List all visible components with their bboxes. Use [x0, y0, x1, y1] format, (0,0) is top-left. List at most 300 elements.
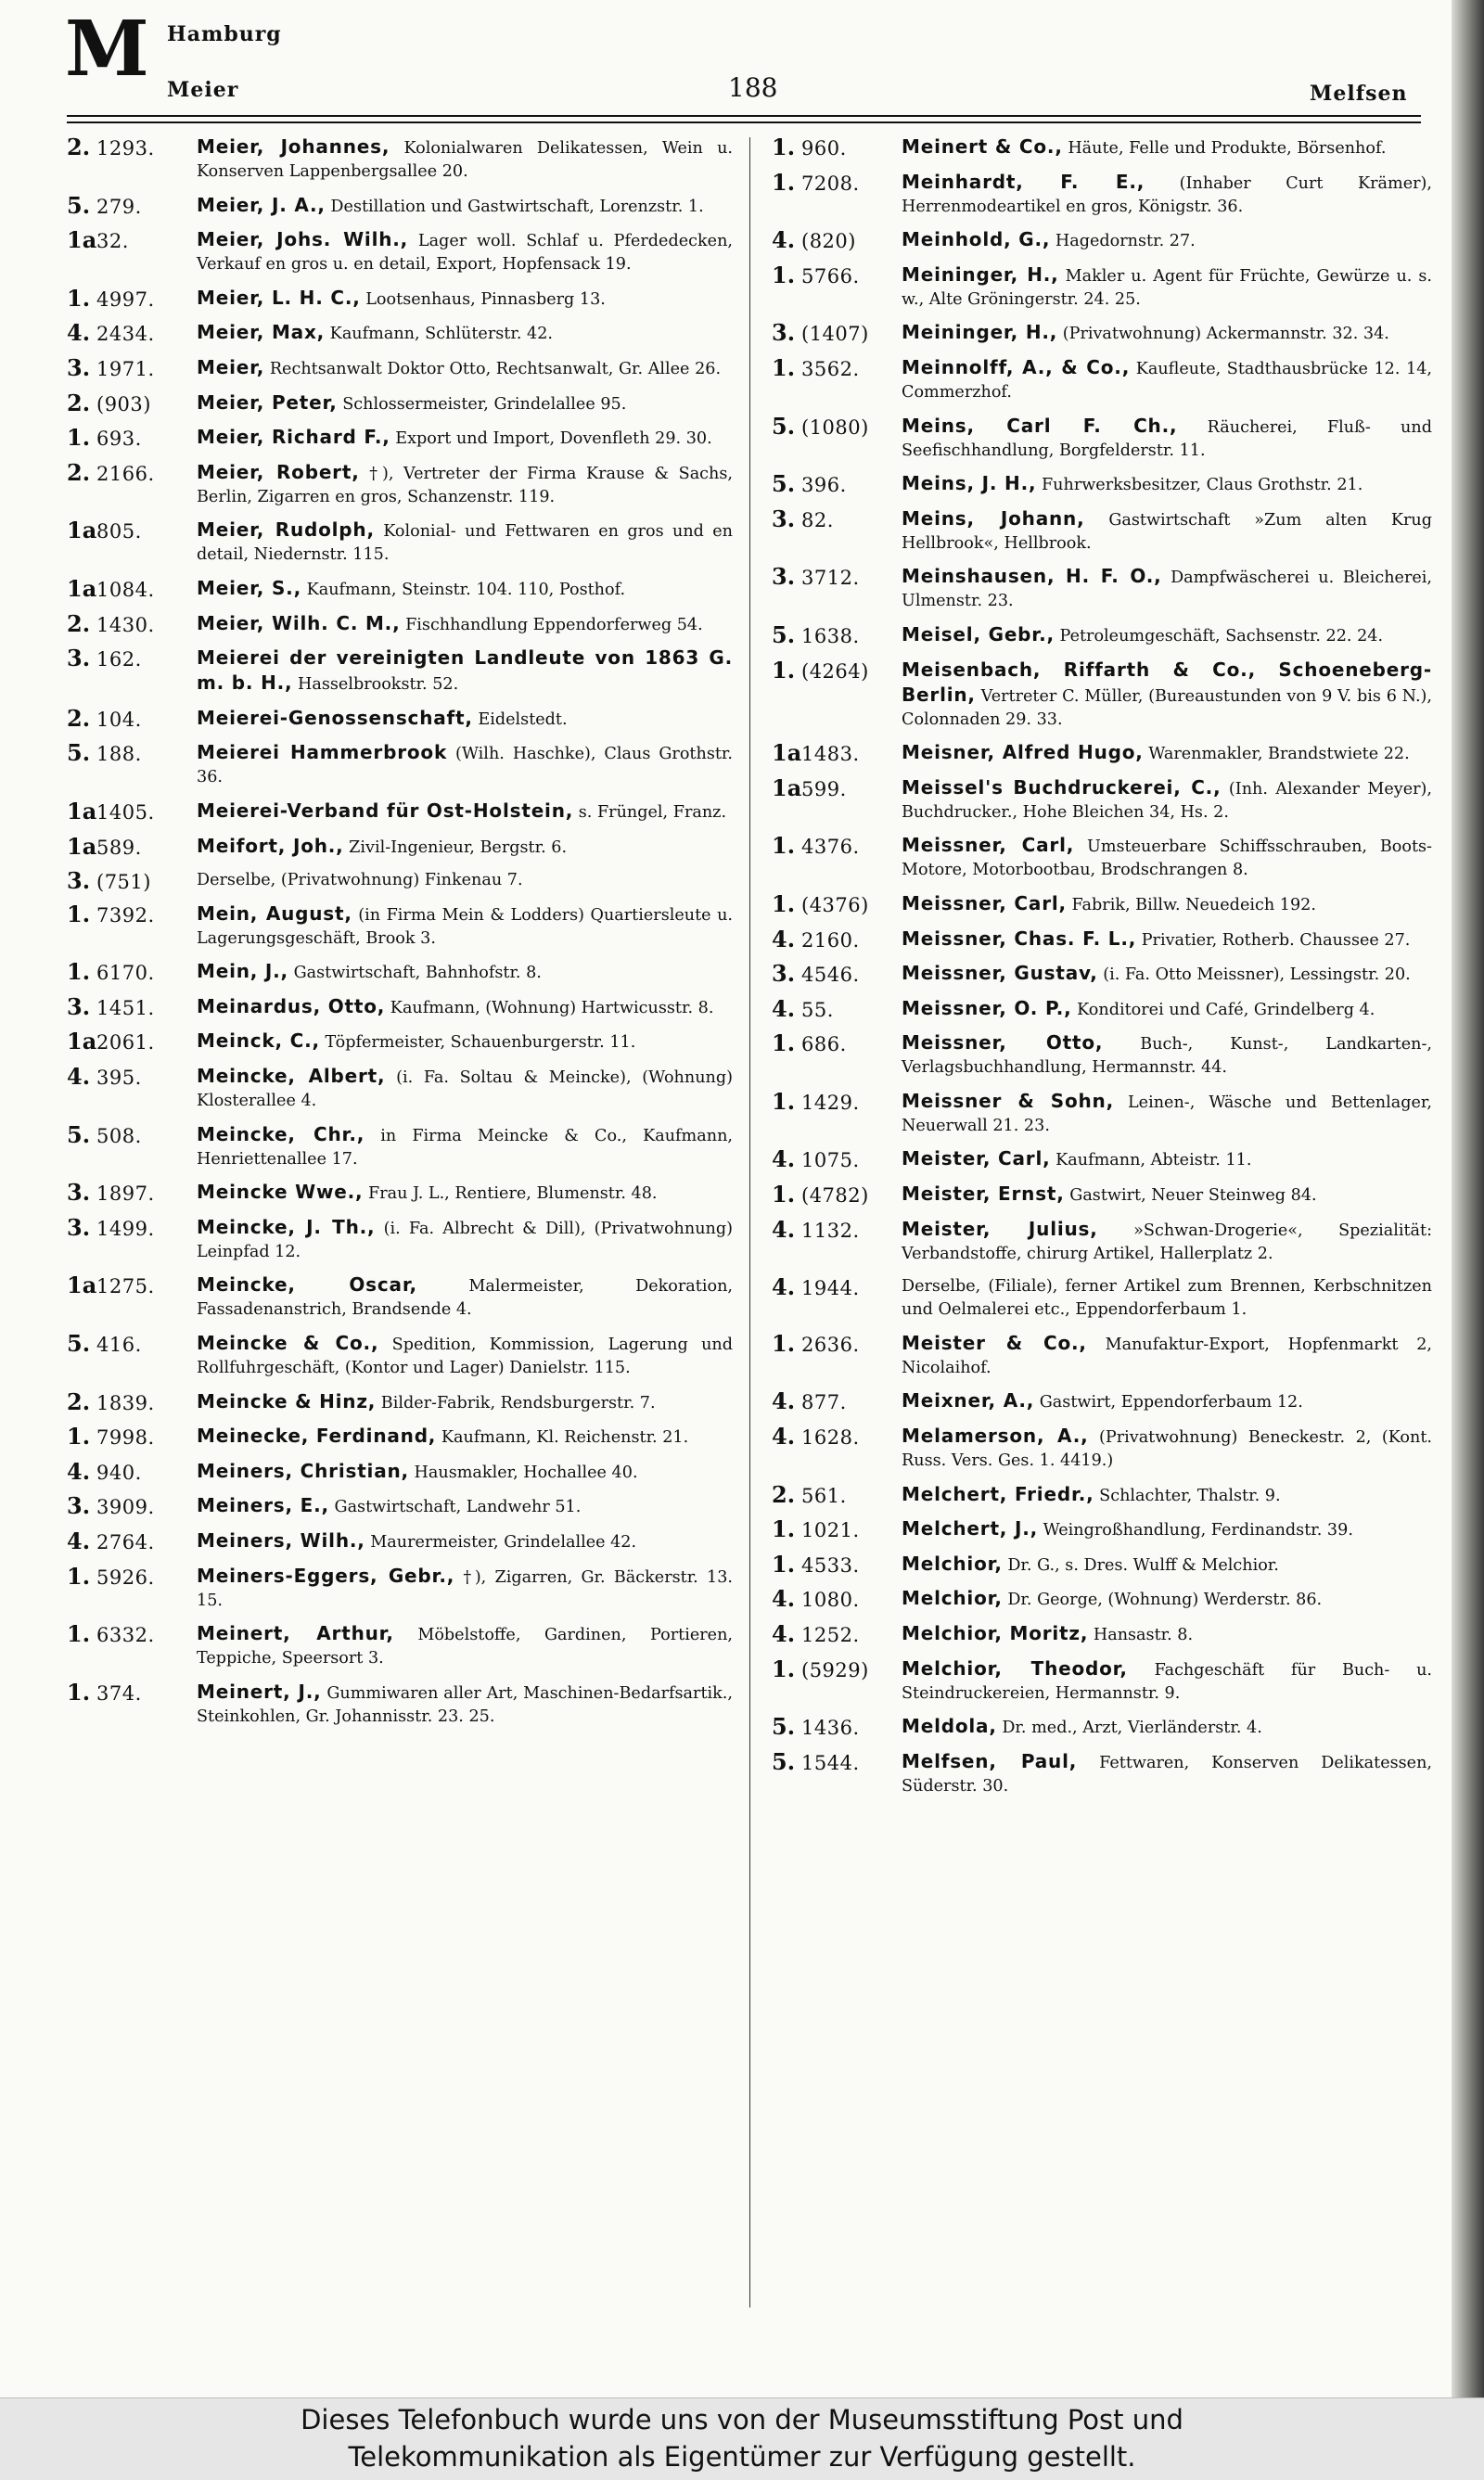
- phone-code: [772, 773, 898, 803]
- directory-entry: [67, 1387, 733, 1415]
- phone-code: [772, 1550, 898, 1579]
- entry-details: (i. Fa. Soltau & Meincke), (Wohnung) Klosterallee 4.: [197, 1068, 734, 1111]
- exchange-zone: 1.: [67, 900, 91, 927]
- exchange-zone: 2.: [67, 389, 91, 416]
- entry-details: Vertreter C. Müller, (Bureaustunden von 9 V. bis 6 N.), Colonnaden 29. 33.: [902, 686, 1433, 729]
- phone-number: 395.: [96, 1067, 142, 1090]
- directory-entry: [772, 263, 1432, 312]
- phone-number: 1628.: [801, 1426, 860, 1450]
- phone-code: [67, 353, 193, 383]
- entry-details: Petroleumgeschäft, Sachsenstr. 22. 24.: [1059, 626, 1384, 646]
- entry-name: Meier, Johannes,: [197, 135, 390, 158]
- entry-name: Meisenbach, Riffarth & Co., Schoeneberg-Berlin,: [902, 658, 1432, 706]
- entry-name: Meinnolff, A., & Co.,: [902, 355, 1131, 378]
- entry-name: Meier, Max,: [197, 321, 326, 344]
- phone-code: [67, 284, 193, 313]
- phone-number: 2061.: [96, 1031, 155, 1055]
- exchange-zone: 1.: [772, 1515, 796, 1543]
- directory-entry: [772, 1275, 1432, 1322]
- entry-details: (in Firma Mein & Lodders) Quartiersleute u. Lagerungsgeschäft, Brook 3.: [197, 905, 734, 948]
- entry-name: Meissel's Buchdruckerei, C.,: [902, 775, 1222, 799]
- header-rule-top: [67, 115, 1421, 117]
- entry-name: Meier, Robert,: [197, 460, 360, 483]
- phone-code: [67, 458, 193, 488]
- directory-entry: [67, 1562, 733, 1613]
- exchange-zone: 1.: [772, 1655, 796, 1682]
- entry-name: Meister, Ernst,: [902, 1182, 1065, 1206]
- entry-name: Mein, J.,: [197, 960, 288, 983]
- entry-name: Meininger, H.,: [902, 262, 1059, 286]
- exchange-zone: 1.: [67, 958, 91, 986]
- entry-details: Dr. G., s. Dres. Wulff & Melchior.: [1007, 1555, 1279, 1575]
- exchange-zone: 1.: [772, 261, 796, 288]
- exchange-zone: 3.: [67, 992, 91, 1020]
- entry-name: Melchior,: [902, 1587, 1003, 1610]
- phone-number: 32.: [96, 230, 129, 253]
- phone-code: [67, 832, 193, 862]
- phone-number: 1897.: [96, 1182, 155, 1206]
- directory-entry: [772, 1622, 1432, 1647]
- exchange-zone: 1.: [67, 1620, 91, 1648]
- phone-number: 1293.: [96, 137, 155, 160]
- exchange-zone: 5.: [67, 1120, 91, 1148]
- phone-code: [772, 658, 898, 685]
- header-city: Hamburg: [167, 22, 282, 46]
- phone-code: [67, 135, 193, 162]
- directory-entry: [67, 1120, 733, 1171]
- phone-code: [772, 1031, 898, 1058]
- entry-name: Meinhardt, F. E.,: [902, 170, 1145, 193]
- entry-details: Zivil-Ingenieur, Bergstr. 6.: [349, 837, 568, 857]
- entry-name: Meierei-Verband für Ost-Holstein,: [197, 799, 574, 822]
- phone-number: 416.: [96, 1334, 142, 1357]
- entry-name: Melchior, Theodor,: [902, 1656, 1128, 1680]
- exchange-zone: 3.: [67, 1492, 91, 1520]
- entry-details: Hausmakler, Hochallee 40.: [414, 1463, 638, 1482]
- phone-code: [67, 1457, 193, 1487]
- entry-name: Meissner, Otto,: [902, 1031, 1104, 1055]
- entry-name: Meissner, Gustav,: [902, 962, 1098, 985]
- phone-number: 1080.: [801, 1589, 860, 1612]
- entry-details: Warenmakler, Brandstwiete 22.: [1148, 745, 1410, 764]
- phone-code: [67, 869, 193, 896]
- entry-details: Manufaktur-Export, Hopfenmarkt 2, Nicolaihof.: [902, 1335, 1433, 1377]
- exchange-zone: 3.: [67, 1213, 91, 1241]
- directory-entry: [67, 1622, 733, 1670]
- phone-number: 2160.: [801, 928, 860, 952]
- directory-entry: [67, 135, 733, 184]
- header-range-end: Melfsen: [1310, 82, 1408, 106]
- phone-code: [67, 1120, 193, 1150]
- phone-code: [772, 353, 898, 383]
- phone-code: [67, 321, 193, 348]
- directory-entry: [67, 741, 733, 789]
- entry-details: Derselbe, (Privatwohnung) Finkenau 7.: [197, 871, 523, 890]
- phone-code: [67, 1181, 193, 1208]
- phone-code: [772, 1329, 898, 1359]
- exchange-zone: 3.: [772, 563, 796, 591]
- section-letter: M: [65, 5, 149, 94]
- entry-details: Rechtsanwalt Doktor Otto, Rechtsanwalt, Gr. Allee 26.: [269, 359, 722, 378]
- exchange-zone: 2.: [67, 609, 91, 637]
- header-range-start: Meier: [167, 78, 239, 102]
- entry-details: Gastwirtschaft, Bahnhofstr. 8.: [293, 964, 542, 983]
- exchange-zone: 2.: [67, 134, 91, 160]
- phone-number: (4376): [801, 893, 869, 916]
- phone-number: (1080): [801, 415, 869, 439]
- exchange-zone: 1.: [67, 424, 91, 452]
- exchange-zone: 1.: [772, 1087, 796, 1115]
- phone-code: [772, 620, 898, 650]
- phone-code: [67, 704, 193, 734]
- entry-details: Konditorei und Café, Grindelberg 4.: [1077, 1000, 1375, 1019]
- phone-code: [772, 1657, 898, 1684]
- phone-code: [772, 1215, 898, 1245]
- entry-details: Fabrik, Billw. Neuedeich 192.: [1071, 895, 1316, 914]
- exchange-zone: 1.: [772, 1329, 796, 1357]
- directory-entry: [772, 741, 1432, 766]
- directory-entry: [67, 1332, 733, 1380]
- entry-name: Meiners, E.,: [197, 1494, 329, 1517]
- phone-code: [67, 426, 193, 453]
- phone-number: 6332.: [96, 1624, 155, 1647]
- phone-number: 2166.: [96, 462, 155, 485]
- phone-number: 4533.: [801, 1553, 860, 1577]
- phone-number: 693.: [96, 428, 142, 451]
- directory-entry: [772, 994, 1432, 1022]
- entry-name: Meier, Rudolph,: [197, 518, 375, 542]
- exchange-zone: 1a: [67, 1028, 97, 1055]
- exchange-zone: 1a: [67, 832, 97, 860]
- header-rule-bottom: [67, 121, 1421, 123]
- phone-number: 561.: [801, 1484, 847, 1507]
- exchange-zone: 1.: [67, 1678, 91, 1706]
- phone-number: 1499.: [96, 1217, 155, 1240]
- phone-number: 104.: [96, 708, 142, 731]
- directory-entry: [67, 391, 733, 416]
- entry-details: Kaufmann, Steinstr. 104. 110, Posthof.: [306, 580, 626, 599]
- entry-details: Dr. med., Arzt, Vierländerstr. 4.: [1002, 1719, 1262, 1738]
- directory-entry: [67, 1678, 733, 1729]
- exchange-zone: 1.: [772, 1181, 796, 1208]
- entry-details: Gastwirt, Neuer Steinweg 84.: [1069, 1186, 1317, 1206]
- entry-name: Meier, Peter,: [197, 390, 338, 414]
- entry-name: Mein, August,: [197, 901, 352, 925]
- entry-name: Meiners-Eggers, Gebr.,: [197, 1564, 455, 1587]
- entry-details: (Privatwohnung) Ackermannstr. 32. 34.: [1062, 325, 1389, 344]
- phone-code: [67, 191, 193, 221]
- entry-name: Meins, Carl F. Ch.,: [902, 414, 1178, 437]
- phone-code: [772, 1147, 898, 1174]
- phone-code: [772, 168, 898, 198]
- entry-details: Kaufleute, Stadthausbrücke 12. 14, Commerzhof.: [902, 359, 1432, 402]
- phone-code: [772, 321, 898, 348]
- directory-entry: [772, 1087, 1432, 1138]
- entry-name: Melchert, Friedr.,: [902, 1482, 1094, 1505]
- phone-code: [67, 1065, 193, 1092]
- footer-notice: [0, 2397, 1484, 2480]
- entry-details: Fischhandlung Eppendorferweg 54.: [405, 615, 703, 634]
- phone-code: [67, 1273, 193, 1300]
- phone-code: [772, 1517, 898, 1544]
- directory-entry: [67, 458, 733, 509]
- directory-entry: [67, 704, 733, 732]
- entry-details: Hagedornstr. 27.: [1055, 232, 1196, 251]
- exchange-zone: 4.: [772, 1145, 796, 1173]
- entry-name: Meinert & Co.,: [902, 135, 1063, 158]
- entry-name: Meister & Co.,: [902, 1331, 1087, 1354]
- phone-number: 877.: [801, 1391, 847, 1414]
- exchange-zone: 4.: [772, 1387, 796, 1415]
- phone-number: 82.: [801, 508, 834, 531]
- entry-details: Fettwaren, Konserven Delikatessen, Süderstr. 30.: [902, 1753, 1433, 1796]
- entry-name: Meiners, Wilh.,: [197, 1529, 365, 1552]
- entry-name: Meissner, Carl,: [902, 891, 1067, 914]
- phone-number: 5926.: [96, 1566, 155, 1589]
- directory-entry: [772, 927, 1432, 952]
- directory-entry: [772, 1587, 1432, 1612]
- phone-code: [772, 962, 898, 989]
- directory-entry: [67, 228, 733, 276]
- entry-name: Melchert, J.,: [902, 1517, 1039, 1540]
- directory-entry: [67, 832, 733, 860]
- directory-entry: [772, 507, 1432, 556]
- entry-name: Meincke, J. Th.,: [197, 1215, 376, 1238]
- entry-details: Leinen-, Wäsche und Bettenlager, Neuerwall 21. 23.: [902, 1093, 1432, 1135]
- entry-name: Meincke & Co.,: [197, 1332, 379, 1355]
- entry-details: Export und Import, Dovenfleth 29. 30.: [395, 429, 712, 449]
- directory-entry: [67, 321, 733, 346]
- entry-details: Makler u. Agent für Früchte, Gewürze u. s. w., Alte Gröningerstr. 24. 25.: [902, 266, 1433, 309]
- entry-details: »Schwan-Drogerie«, Spezialität: Verbandstoffe, chirurg Artikel, Hallerplatz 2.: [902, 1221, 1432, 1263]
- entry-details: Schlossermeister, Grindelallee 95.: [342, 394, 627, 414]
- phone-code: [67, 960, 193, 987]
- directory-entry: [772, 1031, 1432, 1080]
- entry-details: Lager woll. Schlaf u. Pferdedecken, Verkauf en gros u. en detail, Export, Hopfensack 19.: [197, 232, 733, 275]
- entry-details: Lootsenhaus, Pinnasberg 13.: [365, 289, 606, 309]
- directory-entry: [772, 1389, 1432, 1414]
- exchange-zone: 1.: [772, 832, 796, 860]
- exchange-zone: 5.: [772, 620, 796, 648]
- phone-code: [772, 1389, 898, 1416]
- phone-number: 1544.: [801, 1751, 860, 1774]
- entry-details: Hansastr. 8.: [1093, 1626, 1194, 1644]
- entry-name: Meincke Wwe.,: [197, 1181, 364, 1204]
- directory-entry: [772, 168, 1433, 219]
- entry-name: Meincke, Albert,: [197, 1065, 386, 1088]
- exchange-zone: 1.: [67, 1423, 91, 1451]
- entry-details: Kaufmann, (Wohnung) Hartwicusstr. 8.: [390, 998, 714, 1017]
- exchange-zone: 1a: [67, 1272, 97, 1299]
- exchange-zone: 4.: [772, 1215, 796, 1243]
- entry-details: Eidelstedt.: [478, 709, 568, 729]
- entry-name: Meister, Julius,: [902, 1217, 1098, 1240]
- phone-number: 2636.: [801, 1333, 860, 1356]
- exchange-zone: 5.: [67, 739, 91, 767]
- entry-details: (Inhaber Curt Krämer), Herrenmodeartikel en gros, Königstr. 36.: [902, 173, 1433, 216]
- phone-code: [67, 574, 193, 604]
- directory-entry: [772, 1329, 1433, 1380]
- directory-entry: [67, 284, 733, 312]
- directory-entry: [772, 135, 1432, 160]
- exchange-zone: 1a: [67, 797, 97, 825]
- phone-number: (903): [96, 392, 151, 415]
- phone-code: [772, 1182, 898, 1209]
- entry-name: Meinert, Arthur,: [197, 1622, 394, 1645]
- exchange-zone: 2.: [772, 1480, 796, 1508]
- entry-name: Meinshausen, H. F. O.,: [902, 565, 1162, 588]
- phone-number: 3712.: [801, 567, 860, 590]
- entry-details: Kaufmann, Schlüterstr. 42.: [329, 325, 553, 344]
- phone-number: 3562.: [801, 357, 860, 380]
- directory-entry: [67, 960, 733, 985]
- phone-code: [67, 1622, 193, 1649]
- directory-entry: [67, 1425, 733, 1450]
- entry-details: †), Vertreter der Firma Krause & Sachs, Berlin, Zigarren en gros, Schanzenstr. 119.: [197, 464, 733, 506]
- entry-name: Meinert, J.,: [197, 1680, 322, 1703]
- entry-details: Gastwirtschaft, Landwehr 51.: [334, 1498, 582, 1517]
- entry-name: Meier,: [197, 355, 265, 378]
- directory-entry: [772, 412, 1432, 463]
- phone-number: 1084.: [96, 578, 155, 601]
- phone-number: 4997.: [96, 288, 155, 311]
- phone-code: [772, 1715, 898, 1742]
- exchange-zone: 4.: [772, 226, 796, 254]
- directory-entry: [67, 1529, 733, 1554]
- exchange-zone: 4.: [772, 1585, 796, 1613]
- phone-number: (4782): [801, 1184, 869, 1208]
- entry-details: Malermeister, Dekoration, Fassadenanstrich, Brandsende 4.: [197, 1277, 733, 1320]
- phone-code: [67, 1332, 193, 1359]
- phone-number: 1971.: [96, 357, 155, 380]
- entry-details: Buch-, Kunst-, Landkarten-, Verlagsbuchhandlung, Hermannstr. 44.: [902, 1035, 1432, 1078]
- exchange-zone: 3.: [772, 319, 796, 347]
- phone-code: [67, 1562, 193, 1592]
- exchange-zone: 1a: [772, 739, 802, 767]
- entry-details: Maurermeister, Grindelallee 42.: [370, 1533, 637, 1552]
- entry-details: (i. Fa. Otto Meissner), Lessingstr. 20.: [1103, 965, 1411, 985]
- phone-number: 1944.: [801, 1277, 860, 1300]
- exchange-zone: 1a: [772, 773, 802, 801]
- exchange-zone: 2.: [67, 458, 91, 486]
- phone-code: [772, 228, 898, 255]
- entry-name: Meinecke, Ferdinand,: [197, 1425, 437, 1448]
- phone-code: [67, 799, 193, 826]
- phone-code: [772, 472, 898, 499]
- entry-name: Meissner, Carl,: [902, 834, 1075, 857]
- phone-number: 279.: [96, 195, 142, 218]
- entry-name: Meier, L. H. C.,: [197, 286, 361, 309]
- exchange-zone: 5.: [67, 1330, 91, 1358]
- entry-name: Meissner, O. P.,: [902, 996, 1072, 1019]
- footer-line-2: Telekommunikation als Eigentümer zur Verfügung gestellt.: [348, 2441, 1136, 2473]
- entry-name: Melfsen, Paul,: [902, 1749, 1078, 1772]
- phone-number: 686.: [801, 1033, 847, 1056]
- phone-code: [772, 834, 898, 861]
- directory-entry: [772, 889, 1432, 917]
- phone-code: [67, 1678, 193, 1707]
- phone-number: 599.: [801, 777, 847, 800]
- exchange-zone: 4.: [772, 1423, 796, 1451]
- phone-code: [67, 1213, 193, 1243]
- entry-name: Meier, J. A.,: [197, 193, 326, 216]
- phone-code: [772, 1480, 898, 1510]
- phone-number: 960.: [801, 137, 847, 160]
- phone-number: 55.: [801, 998, 834, 1021]
- directory-entry: [67, 574, 733, 602]
- exchange-zone: 2.: [67, 704, 91, 732]
- phone-code: [67, 902, 193, 929]
- exchange-zone: 1.: [772, 1550, 796, 1578]
- exchange-zone: 1.: [67, 1562, 91, 1590]
- entry-details: Kaufmann, Abteistr. 11.: [1055, 1151, 1252, 1170]
- entry-details: (Privatwohnung) Beneckestr. 2, (Kont. Russ. Vers. Ges. 1. 4419.): [902, 1428, 1432, 1471]
- left-column: [67, 135, 733, 1738]
- phone-number: 1252.: [801, 1624, 860, 1646]
- entry-name: Meinhold, G.,: [902, 228, 1051, 251]
- phone-number: 1451.: [96, 996, 155, 1019]
- directory-entry: [772, 1747, 1433, 1798]
- entry-details: Dr. George, (Wohnung) Werderstr. 86.: [1007, 1591, 1323, 1610]
- phone-number: 1405.: [96, 800, 155, 824]
- entry-details: Möbelstoffe, Gardinen, Portieren, Teppiche, Speersort 3.: [197, 1626, 733, 1668]
- directory-entry: [67, 518, 733, 567]
- entry-details: Töpfermeister, Schauenburgerstr. 11.: [325, 1033, 636, 1053]
- phone-number: 4546.: [801, 964, 860, 987]
- entry-details: Frau J. L., Rentiere, Blumenstr. 48.: [368, 1184, 658, 1204]
- entry-name: Meisel, Gebr.,: [902, 622, 1055, 646]
- phone-number: 7392.: [96, 903, 155, 927]
- entry-details: Hasselbrookstr. 52.: [298, 675, 459, 695]
- entry-name: Meissner & Sohn,: [902, 1089, 1114, 1112]
- exchange-zone: 1.: [772, 134, 796, 160]
- entry-name: Meininger, H.,: [902, 321, 1058, 344]
- entry-name: Meins, Johann,: [902, 506, 1085, 530]
- entry-name: Meiners, Christian,: [197, 1459, 409, 1482]
- phone-code: [772, 1425, 898, 1451]
- exchange-zone: 3.: [772, 505, 796, 532]
- entry-name: Meincke & Hinz,: [197, 1389, 377, 1413]
- phone-number: 1429.: [801, 1091, 860, 1114]
- entry-name: Meifort, Joh.,: [197, 834, 344, 857]
- exchange-zone: 5.: [772, 1747, 796, 1775]
- directory-entry: [67, 646, 733, 697]
- phone-number: 1839.: [96, 1391, 155, 1414]
- phone-number: (4264): [801, 659, 869, 683]
- exchange-zone: 2.: [67, 1387, 91, 1415]
- entry-name: Meincke, Chr.,: [197, 1122, 365, 1145]
- entry-name: Meinck, C.,: [197, 1029, 320, 1053]
- directory-entry: [67, 867, 733, 895]
- phone-number: 188.: [96, 743, 142, 766]
- exchange-zone: 3.: [67, 645, 91, 672]
- entry-name: Meierei der vereinigten Landleute von 1863 G. m. b. H.,: [197, 646, 733, 695]
- phone-number: 6170.: [96, 962, 155, 985]
- phone-number: (820): [801, 230, 856, 253]
- phone-code: [772, 1587, 898, 1614]
- exchange-zone: 5.: [772, 1713, 796, 1741]
- directory-entry: [772, 565, 1432, 613]
- phone-code: [772, 927, 898, 954]
- exchange-zone: 4.: [772, 994, 796, 1022]
- directory-entry: [67, 1273, 733, 1322]
- exchange-zone: 1.: [67, 284, 91, 312]
- entry-name: Meierei Hammerbrook: [197, 741, 448, 764]
- entry-details: Kolonialwaren Delikatessen, Wein u. Konserven Lappenbergsallee 20.: [197, 139, 734, 181]
- entry-details: Derselbe, (Filiale), ferner Artikel zum Brennen, Kerbschnitzen und Oelmalerei etc., Eppendorferbaum 1.: [902, 1277, 1432, 1320]
- page-edge: [1452, 0, 1484, 2397]
- directory-entry: [67, 353, 733, 381]
